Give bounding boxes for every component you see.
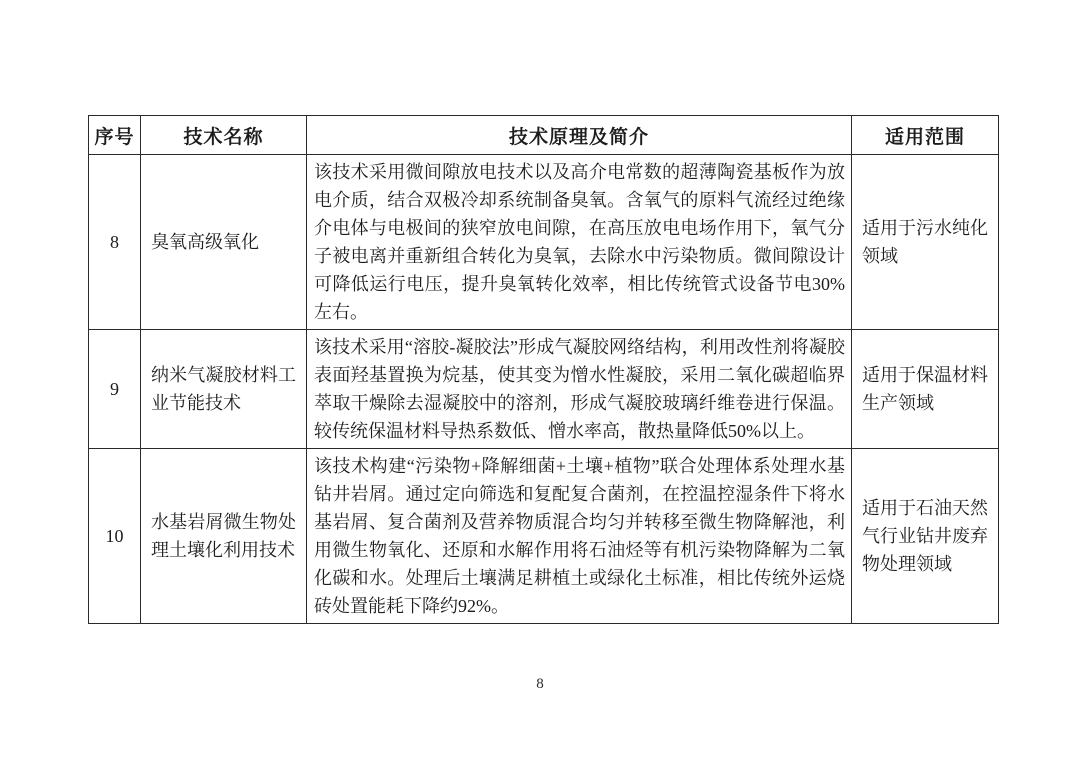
row-index-cell: 8 bbox=[89, 155, 141, 330]
tech-description-cell: 该技术采用“溶胶-凝胶法”形成气凝胶网络结构，利用改性剂将凝胶表面羟基置换为烷基，使其变为憎水性凝胶，采用二氧化碳超临界萃取干燥除去湿凝胶中的溶剂，形成气凝胶玻璃纤维卷进行保温。较传统保温材料导热系数低、憎水率高，散热量降低50%以上。 bbox=[307, 330, 852, 449]
tech-name-cell: 臭氧高级氧化 bbox=[141, 155, 307, 330]
table-row bbox=[89, 330, 999, 449]
header-scope: 适用范围 bbox=[852, 116, 999, 155]
page-number: 8 bbox=[536, 676, 544, 692]
tech-scope-cell: 适用于保温材料生产领域 bbox=[852, 330, 999, 449]
table-row bbox=[89, 155, 999, 330]
tech-name-cell: 纳米气凝胶材料工业节能技术 bbox=[141, 330, 307, 449]
header-tech-name: 技术名称 bbox=[141, 116, 307, 155]
table-header-row bbox=[89, 116, 999, 155]
tech-scope-cell: 适用于污水纯化领域 bbox=[852, 155, 999, 330]
table-row bbox=[89, 449, 999, 624]
header-tech-description: 技术原理及简介 bbox=[307, 116, 852, 155]
row-index-cell: 9 bbox=[89, 330, 141, 449]
header-index: 序号 bbox=[89, 116, 141, 155]
technology-table bbox=[88, 115, 999, 624]
tech-name-cell: 水基岩屑微生物处理土壤化利用技术 bbox=[141, 449, 307, 624]
tech-description-cell: 该技术构建“污染物+降解细菌+土壤+植物”联合处理体系处理水基钻井岩屑。通过定向筛选和复配复合菌剂，在控温控湿条件下将水基岩屑、复合菌剂及营养物质混合均匀并转移至微生物降解池，利用微生物氧化、还原和水解作用将石油烃等有机污染物降解为二氧化碳和水。处理后土壤满足耕植土或绿化土标准，相比传统外运烧砖处置能耗下降约92%。 bbox=[307, 449, 852, 624]
tech-description-cell: 该技术采用微间隙放电技术以及高介电常数的超薄陶瓷基板作为放电介质，结合双极冷却系统制备臭氧。含氧气的原料气流经过绝缘介电体与电极间的狭窄放电间隙，在高压放电电场作用下，氧气分子被电离并重新组合转化为臭氧，去除水中污染物质。微间隙设计可降低运行电压，提升臭氧转化效率，相比传统管式设备节电30%左右。 bbox=[307, 155, 852, 330]
tech-scope-cell: 适用于石油天然气行业钻井废弃物处理领域 bbox=[852, 449, 999, 624]
row-index-cell: 10 bbox=[89, 449, 141, 624]
